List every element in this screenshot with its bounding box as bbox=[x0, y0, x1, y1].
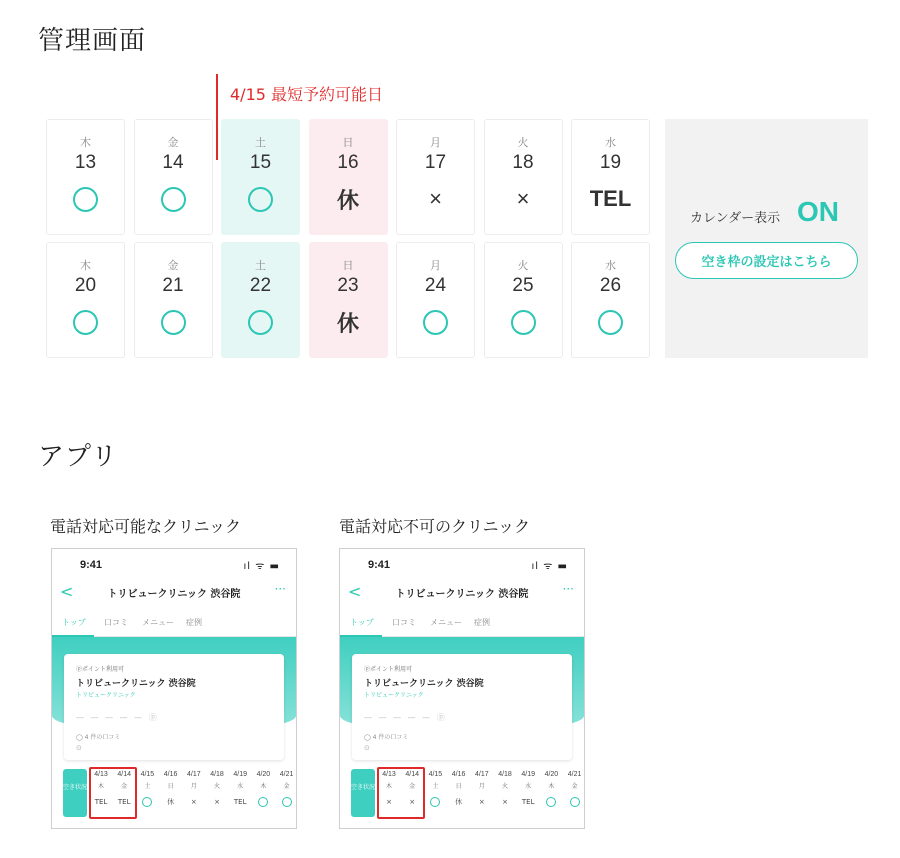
tab-item[interactable]: 症例 bbox=[474, 618, 490, 627]
availability-weekday: 月 bbox=[190, 783, 197, 790]
availability-day[interactable] bbox=[229, 771, 251, 808]
availability-date: 4/15 bbox=[428, 771, 443, 778]
availability-status bbox=[540, 796, 562, 808]
highlight-box bbox=[377, 767, 425, 819]
availability-status bbox=[183, 796, 205, 808]
status-time: 9:41 bbox=[368, 559, 391, 571]
availability-status bbox=[222, 307, 299, 337]
availability-date: 4/14 bbox=[405, 771, 419, 778]
more-icon[interactable]: ··· bbox=[562, 582, 574, 596]
availability-weekday: 月 bbox=[478, 783, 485, 790]
weekday-label: 木 bbox=[80, 259, 91, 272]
availability-status bbox=[397, 307, 474, 337]
day-number: 23 bbox=[337, 275, 359, 296]
availability-date: 4/13 bbox=[382, 771, 396, 778]
availability-weekday: 木 bbox=[97, 783, 104, 790]
available-circle-icon bbox=[430, 797, 440, 807]
status-mark: TEL bbox=[117, 798, 131, 806]
review-count: ◯ 4 件の口コミ bbox=[364, 734, 409, 741]
status-mark: 休 bbox=[336, 187, 359, 213]
calendar-day-cell[interactable] bbox=[309, 242, 388, 358]
availability-status bbox=[485, 307, 562, 337]
app-section-title: アプリ bbox=[38, 442, 118, 472]
status-mark: × bbox=[409, 798, 416, 806]
available-circle-icon bbox=[423, 310, 448, 335]
availability-day[interactable] bbox=[160, 771, 182, 808]
availability-date: 4/18 bbox=[498, 771, 512, 778]
available-circle-icon bbox=[248, 310, 273, 335]
status-mark: × bbox=[190, 798, 197, 806]
availability-weekday: 水 bbox=[237, 783, 244, 790]
day-number: 16 bbox=[337, 152, 359, 173]
day-number: 20 bbox=[74, 275, 97, 296]
availability-status bbox=[448, 796, 470, 808]
availability-day[interactable] bbox=[517, 771, 539, 808]
availability-weekday: 火 bbox=[501, 783, 508, 790]
availability-weekday: 金 bbox=[283, 783, 290, 790]
day-number: 15 bbox=[249, 152, 272, 173]
highlight-box bbox=[89, 767, 137, 819]
signal-battery-icon: ıl ᯤ ▬ bbox=[243, 561, 280, 572]
available-circle-icon bbox=[248, 187, 273, 212]
status-mark: × bbox=[516, 186, 530, 211]
nav-title: トリビュークリニック 渋谷院 bbox=[395, 589, 529, 600]
calendar-day-cell[interactable] bbox=[221, 119, 300, 235]
calendar-day-cell[interactable] bbox=[484, 119, 563, 235]
calendar-day-cell[interactable] bbox=[396, 242, 475, 358]
weekday-label: 木 bbox=[80, 136, 91, 149]
weekday-label: 日 bbox=[342, 259, 354, 272]
availability-weekday: 土 bbox=[432, 783, 439, 790]
weekday-label: 火 bbox=[517, 259, 529, 272]
availability-day[interactable] bbox=[424, 771, 446, 808]
weekday-label: 月 bbox=[430, 136, 441, 149]
availability-date: 4/16 bbox=[163, 771, 178, 778]
availability-status bbox=[222, 184, 299, 214]
available-circle-icon bbox=[598, 310, 623, 335]
day-number: 26 bbox=[599, 275, 622, 296]
availability-weekday: 金 bbox=[121, 783, 128, 790]
availability-status bbox=[310, 307, 387, 337]
calendar-day-cell[interactable] bbox=[46, 242, 125, 358]
status-time: 9:41 bbox=[80, 559, 103, 571]
phone-mockup bbox=[339, 548, 585, 829]
availability-date: 4/13 bbox=[94, 771, 108, 778]
availability-status bbox=[310, 184, 387, 214]
calendar-day-cell[interactable] bbox=[571, 119, 650, 235]
weekday-label: 水 bbox=[605, 136, 616, 149]
availability-label: 空き状況 bbox=[351, 769, 375, 817]
review-count: ◯ 4 件の口コミ bbox=[76, 734, 121, 741]
clinic-name: トリビュークリニック 渋谷院 bbox=[364, 679, 484, 689]
status-mark: × bbox=[429, 186, 442, 211]
day-number: 13 bbox=[74, 152, 97, 173]
availability-status bbox=[135, 184, 212, 214]
availability-day[interactable] bbox=[448, 771, 470, 808]
day-number: 18 bbox=[512, 152, 534, 173]
calendar-day-cell[interactable] bbox=[571, 242, 650, 358]
more-icon[interactable]: ··· bbox=[274, 582, 286, 596]
status-mark: TEL bbox=[589, 186, 632, 211]
clinic-card[interactable] bbox=[352, 654, 572, 760]
status-mark: 休 bbox=[336, 310, 359, 336]
location-pin-icon: ⊙ bbox=[76, 744, 82, 752]
availability-status bbox=[564, 796, 585, 808]
calendar-day-cell[interactable] bbox=[134, 119, 213, 235]
rating-placeholder: — — — — — ⓟ bbox=[76, 713, 159, 722]
status-mark: TEL bbox=[94, 798, 108, 806]
weekday-label: 金 bbox=[167, 259, 179, 272]
availability-status bbox=[229, 796, 251, 808]
availability-weekday: 木 bbox=[548, 783, 555, 790]
availability-status bbox=[135, 307, 212, 337]
day-number: 25 bbox=[512, 275, 534, 296]
availability-weekday: 火 bbox=[213, 783, 220, 790]
availability-date: 4/14 bbox=[117, 771, 131, 778]
slot-settings-button[interactable]: 空き枠の設定はこちら bbox=[675, 242, 858, 279]
availability-label: 空き状況 bbox=[63, 769, 87, 817]
earliest-date-callout: 4/15 最短予約可能日 bbox=[230, 85, 384, 104]
calendar-day-cell[interactable] bbox=[309, 119, 388, 235]
day-number: 19 bbox=[599, 152, 622, 173]
status-mark: 休 bbox=[455, 798, 463, 806]
calendar-day-cell[interactable] bbox=[46, 119, 125, 235]
availability-status bbox=[517, 796, 539, 808]
availability-date: 4/21 bbox=[279, 771, 294, 778]
earliest-date-marker-line bbox=[216, 74, 218, 160]
availability-date: 4/17 bbox=[474, 771, 489, 778]
availability-day[interactable] bbox=[252, 771, 274, 808]
availability-status bbox=[424, 796, 446, 808]
availability-status bbox=[494, 796, 516, 808]
status-mark: TEL bbox=[521, 798, 535, 806]
status-mark: TEL bbox=[233, 798, 247, 806]
available-circle-icon bbox=[73, 310, 98, 335]
calendar-day-cell[interactable] bbox=[484, 242, 563, 358]
availability-date: 4/20 bbox=[256, 771, 271, 778]
status-mark: 休 bbox=[167, 798, 175, 806]
calendar-day-cell[interactable] bbox=[221, 242, 300, 358]
available-circle-icon bbox=[546, 797, 556, 807]
available-circle-icon bbox=[570, 797, 580, 807]
availability-day[interactable] bbox=[540, 771, 562, 808]
availability-status bbox=[572, 307, 649, 337]
availability-weekday: 金 bbox=[571, 783, 578, 790]
weekday-label: 月 bbox=[430, 259, 441, 272]
availability-status bbox=[252, 796, 274, 808]
available-circle-icon bbox=[161, 187, 186, 212]
day-number: 22 bbox=[249, 275, 272, 296]
calendar-display-label: カレンダー表示 bbox=[690, 211, 781, 226]
tab-item[interactable]: メニュー bbox=[142, 618, 174, 627]
weekday-label: 土 bbox=[255, 136, 266, 149]
tab-item[interactable]: メニュー bbox=[430, 618, 462, 627]
availability-weekday: 水 bbox=[525, 783, 532, 790]
status-mark: × bbox=[478, 798, 485, 806]
availability-status bbox=[136, 796, 158, 808]
availability-status bbox=[572, 184, 649, 214]
day-number: 14 bbox=[162, 152, 184, 173]
calendar-display-toggle[interactable]: ON bbox=[797, 196, 839, 227]
availability-status bbox=[160, 796, 182, 808]
phone-caption: 電話対応不可のクリニック bbox=[339, 517, 531, 536]
availability-day[interactable] bbox=[183, 771, 205, 808]
availability-date: 4/16 bbox=[451, 771, 466, 778]
availability-date: 4/15 bbox=[140, 771, 155, 778]
admin-section-title: 管理画面 bbox=[38, 26, 147, 56]
tab-item[interactable]: 口コミ bbox=[104, 618, 128, 627]
rating-placeholder: — — — — — ⓟ bbox=[364, 713, 447, 722]
clinic-card[interactable] bbox=[64, 654, 284, 760]
clinic-name: トリビュークリニック 渋谷院 bbox=[76, 679, 196, 689]
clinic-group: トリビュークリニック bbox=[364, 692, 424, 699]
clinic-group: トリビュークリニック bbox=[76, 692, 136, 699]
availability-date: 4/18 bbox=[210, 771, 224, 778]
availability-day[interactable] bbox=[276, 771, 297, 808]
back-chevron-icon[interactable]: < bbox=[60, 582, 74, 601]
phone-mockup bbox=[51, 548, 297, 829]
availability-weekday: 金 bbox=[409, 783, 416, 790]
tab-bar bbox=[52, 611, 296, 637]
point-badge: ⓟポイント利用可 bbox=[76, 666, 125, 673]
tab-item[interactable]: 症例 bbox=[186, 618, 202, 627]
tab-item[interactable]: トップ bbox=[62, 618, 86, 627]
availability-status bbox=[206, 796, 228, 808]
availability-weekday: 日 bbox=[167, 783, 174, 790]
availability-day[interactable] bbox=[471, 771, 493, 808]
availability-weekday: 日 bbox=[455, 783, 462, 790]
availability-status bbox=[47, 184, 124, 214]
available-circle-icon bbox=[258, 797, 268, 807]
point-badge: ⓟポイント利用可 bbox=[364, 666, 413, 673]
calendar-day-cell[interactable] bbox=[134, 242, 213, 358]
availability-day[interactable] bbox=[494, 771, 516, 808]
availability-weekday: 木 bbox=[260, 783, 267, 790]
available-circle-icon bbox=[73, 187, 98, 212]
back-chevron-icon[interactable]: < bbox=[348, 582, 362, 601]
availability-status bbox=[485, 184, 562, 214]
available-circle-icon bbox=[282, 797, 292, 807]
tab-item[interactable]: 口コミ bbox=[392, 618, 416, 627]
calendar-day-cell[interactable] bbox=[396, 119, 475, 235]
availability-weekday: 土 bbox=[144, 783, 151, 790]
nav-title: トリビュークリニック 渋谷院 bbox=[107, 589, 241, 600]
tab-item[interactable]: トップ bbox=[350, 618, 374, 627]
availability-date: 4/19 bbox=[521, 771, 535, 778]
weekday-label: 金 bbox=[167, 136, 179, 149]
availability-weekday: 木 bbox=[385, 783, 392, 790]
tab-bar bbox=[340, 611, 584, 637]
weekday-label: 土 bbox=[255, 259, 266, 272]
availability-status bbox=[276, 796, 297, 808]
status-mark: × bbox=[214, 798, 220, 806]
weekday-label: 火 bbox=[517, 136, 529, 149]
weekday-label: 水 bbox=[605, 259, 616, 272]
availability-day[interactable] bbox=[564, 771, 585, 808]
availability-status bbox=[397, 184, 474, 214]
status-mark: × bbox=[386, 798, 392, 806]
availability-status bbox=[471, 796, 493, 808]
availability-date: 4/21 bbox=[567, 771, 582, 778]
day-number: 21 bbox=[162, 275, 184, 296]
phone-caption: 電話対応可能なクリニック bbox=[50, 517, 242, 536]
availability-status bbox=[47, 307, 124, 337]
signal-battery-icon: ıl ᯤ ▬ bbox=[531, 561, 568, 572]
availability-date: 4/19 bbox=[233, 771, 247, 778]
day-number: 24 bbox=[424, 275, 447, 296]
available-circle-icon bbox=[142, 797, 152, 807]
day-number: 17 bbox=[424, 152, 447, 173]
status-mark: × bbox=[502, 798, 508, 806]
calendar-settings-panel bbox=[665, 119, 868, 358]
availability-day[interactable] bbox=[206, 771, 228, 808]
available-circle-icon bbox=[161, 310, 186, 335]
available-circle-icon bbox=[511, 310, 536, 335]
availability-day[interactable] bbox=[136, 771, 158, 808]
availability-date: 4/20 bbox=[544, 771, 559, 778]
availability-date: 4/17 bbox=[186, 771, 201, 778]
location-pin-icon: ⊙ bbox=[364, 744, 370, 752]
weekday-label: 日 bbox=[342, 136, 354, 149]
